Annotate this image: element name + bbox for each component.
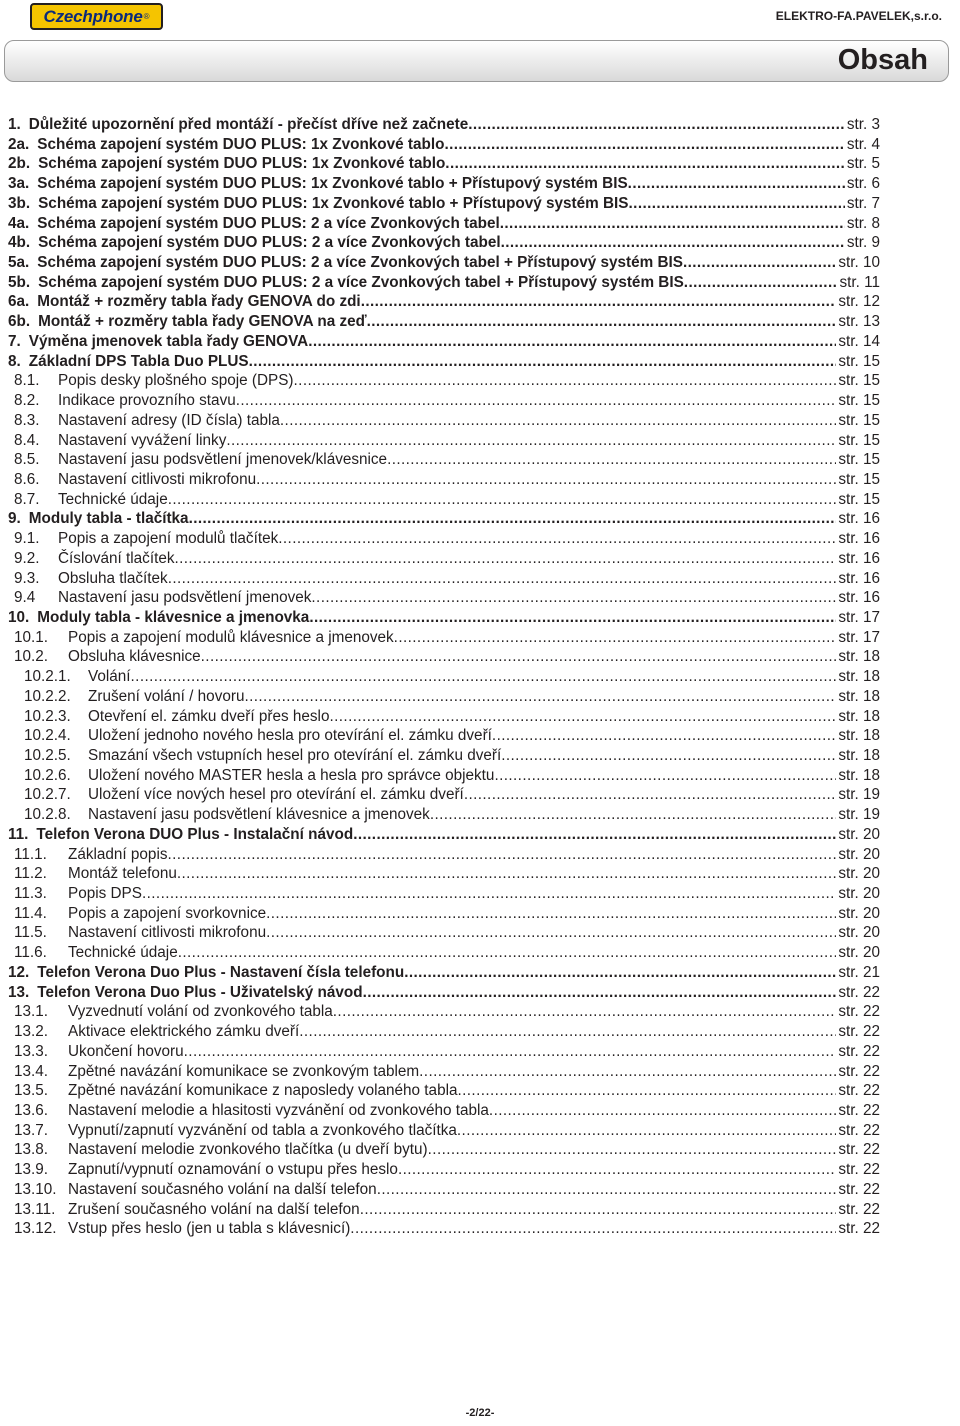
toc-entry-number: 13.2.	[14, 1023, 49, 1041]
dot-leader	[428, 1140, 837, 1160]
toc-entry-number: 9.4	[14, 589, 36, 607]
dot-leader	[184, 1042, 837, 1062]
toc-entry[interactable]	[0, 1200, 960, 1220]
toc-entry-page: str. 22	[838, 1023, 880, 1041]
toc-entry[interactable]	[0, 352, 960, 372]
czechphone-logo	[30, 3, 163, 30]
toc-entry-page: str. 20	[838, 944, 880, 962]
toc-entry-number: 10.2.6.	[24, 766, 71, 784]
toc-entry-number: 10.2.7.	[24, 786, 71, 804]
dot-leader	[377, 1180, 837, 1200]
toc-entry-title: Technické údaje	[58, 490, 168, 508]
toc-entry[interactable]	[0, 1022, 960, 1042]
toc-entry-page: str. 21	[838, 963, 880, 981]
toc-entry[interactable]	[0, 312, 960, 332]
toc-entry-number: 13.7.	[14, 1121, 49, 1139]
toc-entry-number: 13.1.	[14, 1003, 49, 1021]
toc-entry[interactable]	[0, 845, 960, 865]
toc-entry-number: 6a.	[8, 293, 30, 311]
toc-entry-page: str. 17	[838, 608, 880, 626]
toc-entry-number: 6b.	[8, 313, 31, 331]
toc-entry-title: Schéma zapojení systém DUO PLUS: 2 a více Zvonkových tabel	[37, 214, 500, 232]
toc-entry-page: str. 18	[838, 747, 880, 764]
toc-entry-title: Nastavení melodie zvonkového tlačítka (u dveří bytu)	[68, 1141, 428, 1159]
toc-entry-page: str. 19	[838, 786, 880, 804]
toc-entry[interactable]	[0, 214, 960, 234]
toc-entry-page: str. 19	[838, 806, 880, 824]
toc-entry[interactable]	[0, 411, 960, 431]
dot-leader	[419, 1062, 836, 1082]
toc-entry-number: 8.	[8, 352, 21, 370]
toc-entry-number: 11.2.	[14, 865, 47, 883]
toc-entry[interactable]	[0, 371, 960, 391]
toc-entry-title: Nastavení adresy (ID čísla) tabla	[58, 411, 280, 429]
toc-entry-number: 8.2.	[14, 392, 40, 410]
toc-entry-page: str. 22	[838, 1161, 880, 1179]
dot-leader	[278, 529, 836, 549]
toc-entry[interactable]	[0, 647, 960, 667]
dot-leader	[333, 1002, 837, 1022]
toc-entry-title: Aktivace elektrického zámku dveří	[68, 1023, 300, 1041]
toc-entry-number: 8.4.	[14, 431, 40, 449]
toc-entry-number: 13.	[8, 983, 30, 1001]
table-of-contents	[0, 115, 960, 1239]
toc-entry-page: str. 18	[838, 648, 880, 666]
dot-leader	[142, 884, 836, 904]
dot-leader	[457, 1081, 836, 1101]
dot-leader	[266, 923, 836, 943]
toc-entry-number: 13.12.	[14, 1220, 57, 1238]
toc-entry[interactable]	[0, 569, 960, 589]
dot-leader	[444, 135, 844, 155]
dot-leader	[360, 1200, 837, 1220]
toc-entry-page: str. 13	[838, 313, 880, 331]
toc-entry[interactable]	[0, 904, 960, 924]
toc-entry-title: Popis a zapojení modulů klávesnice a jmenovek	[68, 628, 394, 646]
dot-leader	[249, 352, 837, 372]
toc-entry-page: str. 9	[846, 234, 880, 252]
toc-entry-number: 3b.	[8, 194, 31, 212]
toc-entry-page: str. 22	[838, 1042, 880, 1060]
toc-entry-title: Zpětné navázání komunikace z naposledy volaného tabla	[68, 1082, 458, 1100]
toc-entry-title: Uložení jednoho nového hesla pro otevírání el. zámku dveří	[88, 727, 492, 745]
dot-leader	[501, 746, 836, 766]
toc-entry-number: 8.6.	[14, 470, 40, 488]
toc-entry-title: Montáž + rozměry tabla řady GENOVA do zdi	[37, 293, 361, 311]
toc-entry-page: str. 16	[838, 530, 880, 548]
toc-entry-title: Moduly tabla - tlačítka	[28, 510, 189, 528]
toc-entry-title: Základní DPS Tabla Duo PLUS	[28, 352, 249, 370]
dot-leader	[353, 825, 836, 845]
toc-entry[interactable]	[0, 1121, 960, 1141]
toc-entry[interactable]	[0, 726, 960, 746]
toc-entry[interactable]	[0, 154, 960, 174]
toc-entry-number: 4b.	[8, 234, 31, 252]
toc-entry[interactable]	[0, 687, 960, 707]
toc-entry-page: str. 15	[838, 451, 880, 469]
toc-entry[interactable]	[0, 135, 960, 155]
toc-entry-page: str. 3	[846, 116, 880, 133]
dot-leader	[468, 115, 845, 135]
toc-entry-title: Smazání všech vstupních hesel pro otevírání el. zámku dveří	[88, 747, 502, 764]
toc-entry[interactable]	[0, 1140, 960, 1160]
dot-leader	[445, 154, 845, 174]
toc-entry[interactable]	[0, 884, 960, 904]
toc-entry-title: Volání	[88, 668, 131, 686]
toc-entry-title: Základní popis	[68, 845, 168, 863]
toc-entry-number: 9.3.	[14, 569, 40, 587]
dot-leader	[178, 943, 837, 963]
toc-entry-title: Uložení nového MASTER hesla a hesla pro správce objektu	[88, 766, 495, 784]
toc-entry[interactable]	[0, 233, 960, 253]
toc-entry-number: 3a.	[8, 175, 30, 193]
toc-entry-number: 10.2.3.	[24, 707, 71, 725]
dot-leader	[361, 292, 837, 312]
toc-entry-number: 2b.	[8, 155, 31, 173]
toc-entry[interactable]	[0, 115, 960, 135]
dot-leader	[266, 904, 836, 924]
toc-entry[interactable]	[0, 1160, 960, 1180]
toc-entry[interactable]	[0, 292, 960, 312]
toc-entry-number: 11.	[8, 825, 29, 843]
toc-entry-page: str. 15	[838, 372, 880, 390]
page-title: Obsah	[837, 44, 928, 76]
toc-entry-number: 11.3.	[14, 885, 47, 903]
dot-leader	[131, 667, 837, 687]
toc-entry-page: str. 22	[838, 983, 880, 1001]
toc-entry-title: Nastavení jasu podsvětlení jmenovek	[58, 589, 312, 607]
dot-leader	[308, 332, 836, 352]
company-name: ELEKTRO-FA.PAVELEK,s.r.o.	[775, 9, 942, 23]
toc-entry[interactable]	[0, 470, 960, 490]
toc-entry-title: Popis desky plošného spoje (DPS)	[58, 372, 294, 390]
toc-entry-page: str. 20	[838, 885, 880, 903]
toc-entry[interactable]	[0, 431, 960, 451]
toc-entry-title: Schéma zapojení systém DUO PLUS: 1x Zvonkové tablo + Přístupový systém BIS	[37, 175, 628, 193]
dot-leader	[299, 1022, 836, 1042]
toc-entry[interactable]	[0, 509, 960, 529]
toc-entry-page: str. 18	[838, 707, 880, 725]
toc-entry-title: Vypnutí/zapnutí vyzvánění od tabla a zvonkového tlačítka	[68, 1121, 457, 1139]
toc-entry-page: str. 10	[838, 254, 880, 272]
toc-entry-number: 5b.	[8, 273, 31, 291]
toc-entry-title: Nastavení citlivosti mikrofonu	[58, 470, 257, 488]
toc-entry[interactable]	[0, 943, 960, 963]
toc-entry-page: str. 12	[838, 293, 880, 311]
toc-entry-number: 10.2.5.	[24, 747, 71, 764]
toc-entry-number: 13.11.	[14, 1200, 56, 1218]
dot-leader	[363, 983, 837, 1003]
toc-entry-page: str. 15	[838, 470, 880, 488]
toc-entry-number: 12.	[8, 963, 30, 981]
toc-entry-number: 8.3.	[14, 411, 40, 429]
toc-entry-title: Popis DPS	[68, 885, 142, 903]
toc-entry[interactable]	[0, 1180, 960, 1200]
toc-entry[interactable]	[0, 805, 960, 825]
toc-entry-number: 10.	[8, 608, 30, 626]
toc-entry-number: 10.2.	[14, 648, 49, 666]
toc-entry[interactable]	[0, 1062, 960, 1082]
toc-entry[interactable]	[0, 746, 960, 766]
toc-entry-page: str. 22	[838, 1180, 880, 1198]
dot-leader	[329, 707, 836, 727]
toc-entry-title: Telefon Verona Duo Plus - Uživatelský návod	[37, 983, 363, 1001]
dot-leader	[226, 431, 836, 451]
toc-entry-title: Schéma zapojení systém DUO PLUS: 1x Zvonkové tablo	[37, 135, 445, 153]
toc-entry-page: str. 20	[838, 865, 880, 883]
toc-entry-title: Nastavení vyvážení linky	[58, 431, 227, 449]
toc-entry-number: 13.6.	[14, 1101, 49, 1119]
dot-leader	[168, 569, 837, 589]
toc-entry-page: str. 18	[838, 766, 880, 784]
toc-entry-title: Montáž telefonu	[68, 865, 177, 883]
toc-entry-number: 8.5.	[14, 451, 40, 469]
dot-leader	[311, 588, 836, 608]
toc-entry[interactable]	[0, 549, 960, 569]
dot-leader	[500, 214, 845, 234]
toc-entry[interactable]	[0, 1101, 960, 1121]
toc-entry[interactable]	[0, 529, 960, 549]
dot-leader	[489, 1101, 836, 1121]
toc-entry-title: Nastavení jasu podsvětlení klávesnice a jmenovek	[88, 806, 430, 824]
toc-entry-title: Výměna jmenovek tabla řady GENOVA	[28, 332, 309, 350]
dot-leader	[350, 1219, 836, 1239]
dot-leader	[683, 253, 836, 273]
toc-entry-title: Důležité upozornění před montáží - přečíst dříve než začnete	[28, 116, 469, 133]
toc-entry-number: 13.3.	[14, 1042, 49, 1060]
toc-entry[interactable]	[0, 766, 960, 786]
toc-entry-title: Schéma zapojení systém DUO PLUS: 2 a více Zvonkových tabel + Přístupový systém BIS	[38, 273, 684, 291]
toc-entry-title: Telefon Verona Duo Plus - Nastavení čísla telefonu	[37, 963, 405, 981]
toc-entry-title: Uložení více nových hesel pro otevírání el. zámku dveří	[88, 786, 464, 804]
toc-entry-page: str. 22	[838, 1101, 880, 1119]
dot-leader	[367, 312, 837, 332]
page-number: -2/22-	[465, 1407, 495, 1419]
toc-entry-page: str. 22	[838, 1141, 880, 1159]
toc-entry[interactable]	[0, 983, 960, 1003]
toc-entry-title: Obsluha klávesnice	[68, 648, 201, 666]
toc-entry[interactable]	[0, 963, 960, 983]
dot-leader	[629, 194, 845, 214]
toc-entry-number: 9.	[8, 510, 21, 528]
toc-entry[interactable]	[0, 1002, 960, 1022]
dot-leader	[492, 726, 836, 746]
toc-entry-page: str. 16	[838, 589, 880, 607]
toc-entry-title: Nastavení současného volání na další telefon	[68, 1180, 377, 1198]
toc-entry-page: str. 15	[838, 352, 880, 370]
toc-entry[interactable]	[0, 1219, 960, 1239]
toc-entry-number: 13.9.	[14, 1161, 49, 1179]
toc-entry-number: 4a.	[8, 214, 30, 232]
toc-entry[interactable]	[0, 608, 960, 628]
dot-leader	[501, 233, 845, 253]
toc-entry-page: str. 4	[846, 135, 880, 153]
dot-leader	[244, 687, 836, 707]
toc-entry-number: 8.7.	[14, 490, 40, 508]
toc-entry-title: Obsluha tlačítek	[58, 569, 168, 587]
dot-leader	[168, 845, 837, 865]
toc-entry-page: str. 16	[838, 549, 880, 567]
toc-entry-title: Vstup přes heslo (jen u tabla s klávesnicí)	[68, 1220, 351, 1238]
toc-entry[interactable]	[0, 628, 960, 648]
dot-leader	[201, 647, 837, 667]
toc-entry-page: str. 18	[838, 668, 880, 686]
toc-entry-page: str. 16	[838, 569, 880, 587]
toc-entry-title: Moduly tabla - klávesnice a jmenovka	[37, 608, 310, 626]
toc-entry-number: 9.2.	[14, 549, 40, 567]
toc-entry[interactable]	[0, 490, 960, 510]
toc-entry-page: str. 15	[838, 490, 880, 508]
toc-entry-title: Popis a zapojení modulů tlačítek	[58, 530, 279, 548]
toc-entry-page: str. 15	[838, 392, 880, 410]
toc-entry[interactable]	[0, 864, 960, 884]
toc-entry-number: 11.6.	[14, 944, 47, 962]
dot-leader	[398, 1160, 836, 1180]
dot-leader	[394, 628, 837, 648]
toc-entry-number: 1.	[8, 116, 21, 133]
toc-entry-number: 10.2.8.	[24, 806, 71, 824]
toc-entry[interactable]	[0, 332, 960, 352]
toc-entry-number: 13.5.	[14, 1082, 49, 1100]
toc-entry-title: Zrušení současného volání na další telefon	[68, 1200, 360, 1218]
dot-leader	[174, 549, 836, 569]
toc-entry-title: Vyzvednutí volání od zvonkového tabla	[68, 1003, 333, 1021]
toc-entry[interactable]	[0, 667, 960, 687]
toc-entry-number: 10.1.	[14, 628, 49, 646]
dot-leader	[430, 805, 837, 825]
toc-entry-page: str. 11	[839, 273, 880, 291]
toc-entry-page: str. 20	[838, 845, 880, 863]
toc-entry-number: 11.5.	[14, 924, 47, 942]
toc-entry-title: Zapnutí/vypnutí oznamování o vstupu přes heslo	[68, 1161, 398, 1179]
registered-mark: ®	[143, 12, 150, 21]
toc-entry-title: Indikace provozního stavu	[58, 392, 236, 410]
toc-entry-title: Otevření el. zámku dveří přes heslo	[88, 707, 330, 725]
dot-leader	[177, 864, 836, 884]
toc-entry-title: Montáž + rozměry tabla řady GENOVA na zeď	[38, 313, 367, 331]
toc-entry-number: 9.1.	[14, 530, 40, 548]
toc-entry[interactable]	[0, 785, 960, 805]
toc-entry-number: 13.4.	[14, 1062, 49, 1080]
toc-entry-number: 11.1.	[14, 845, 47, 863]
dot-leader	[457, 1121, 836, 1141]
toc-entry-title: Schéma zapojení systém DUO PLUS: 1x Zvonkové tablo + Přístupový systém BIS	[38, 194, 629, 212]
toc-entry-title: Nastavení citlivosti mikrofonu	[68, 924, 267, 942]
toc-entry-title: Technické údaje	[68, 944, 178, 962]
toc-entry-page: str. 20	[838, 924, 880, 942]
toc-entry-page: str. 20	[838, 904, 880, 922]
dot-leader	[464, 785, 837, 805]
toc-entry-title: Nastavení jasu podsvětlení jmenovek/klávesnice	[58, 451, 388, 469]
dot-leader	[404, 963, 836, 983]
toc-entry-page: str. 5	[846, 155, 880, 173]
toc-entry-page: str. 6	[846, 175, 880, 193]
toc-entry[interactable]	[0, 253, 960, 273]
dot-leader	[684, 273, 838, 293]
toc-entry[interactable]	[0, 825, 960, 845]
toc-entry-number: 13.8.	[14, 1141, 49, 1159]
dot-leader	[168, 490, 837, 510]
toc-entry-title: Telefon Verona DUO Plus - Instalační návod	[36, 825, 354, 843]
toc-entry-title: Číslování tlačítek	[58, 549, 175, 567]
dot-leader	[256, 470, 836, 490]
toc-entry-page: str. 22	[838, 1200, 880, 1218]
toc-entry-page: str. 22	[838, 1220, 880, 1238]
toc-entry-page: str. 15	[838, 431, 880, 449]
toc-entry-number: 13.10.	[14, 1180, 57, 1198]
title-bar	[4, 40, 949, 82]
toc-entry-page: str. 22	[838, 1082, 880, 1100]
dot-leader	[494, 766, 836, 786]
toc-entry-page: str. 7	[846, 194, 880, 212]
toc-entry-title: Nastavení melodie a hlasitosti vyzvánění od zvonkového tabla	[68, 1101, 489, 1119]
dot-leader	[387, 450, 836, 470]
dot-leader	[280, 411, 836, 431]
toc-entry-title: Zrušení volání / hovoru	[88, 687, 245, 705]
dot-leader	[189, 509, 837, 529]
logo-text: Czechphone	[43, 6, 143, 26]
toc-entry-page: str. 22	[838, 1062, 880, 1080]
toc-entry-title: Zpětné navázání komunikace se zvonkovým tablem	[68, 1062, 420, 1080]
dot-leader	[628, 174, 845, 194]
toc-entry-number: 10.2.2.	[24, 687, 71, 705]
toc-entry-page: str. 18	[838, 727, 880, 745]
toc-entry-title: Schéma zapojení systém DUO PLUS: 2 a více Zvonkových tabel + Přístupový systém BIS	[37, 254, 683, 272]
toc-entry-number: 2a.	[8, 135, 30, 153]
toc-entry-title: Schéma zapojení systém DUO PLUS: 1x Zvonkové tablo	[38, 155, 446, 173]
toc-entry[interactable]	[0, 391, 960, 411]
toc-entry[interactable]	[0, 588, 960, 608]
toc-entry-number: 5a.	[8, 254, 30, 272]
toc-entry-number: 10.2.4.	[24, 727, 71, 745]
toc-entry[interactable]	[0, 273, 960, 293]
toc-entry[interactable]	[0, 450, 960, 470]
toc-entry-title: Ukončení hovoru	[68, 1042, 184, 1060]
toc-entry-page: str. 8	[846, 214, 880, 232]
toc-entry-page: str. 22	[838, 1003, 880, 1021]
toc-entry-page: str. 17	[838, 628, 880, 646]
toc-entry-number: 7.	[8, 332, 21, 350]
toc-entry-page: str. 18	[838, 687, 880, 705]
toc-entry-number: 8.1.	[14, 372, 40, 390]
dot-leader	[294, 371, 837, 391]
toc-entry[interactable]	[0, 194, 960, 214]
toc-entry-title: Schéma zapojení systém DUO PLUS: 2 a více Zvonkových tabel	[38, 234, 501, 252]
toc-entry-page: str. 20	[838, 825, 880, 843]
toc-entry[interactable]	[0, 174, 960, 194]
toc-entry-page: str. 14	[838, 332, 880, 350]
dot-leader	[309, 608, 836, 628]
toc-entry[interactable]	[0, 707, 960, 727]
toc-entry-number: 10.2.1.	[24, 668, 71, 686]
toc-entry[interactable]	[0, 1081, 960, 1101]
toc-entry-page: str. 15	[838, 411, 880, 429]
toc-entry-title: Popis a zapojení svorkovnice	[68, 904, 267, 922]
dot-leader	[236, 391, 837, 411]
toc-entry-page: str. 16	[838, 510, 880, 528]
toc-entry[interactable]	[0, 923, 960, 943]
toc-entry-number: 11.4.	[14, 904, 47, 922]
toc-entry-page: str. 22	[838, 1121, 880, 1139]
toc-entry[interactable]	[0, 1042, 960, 1062]
